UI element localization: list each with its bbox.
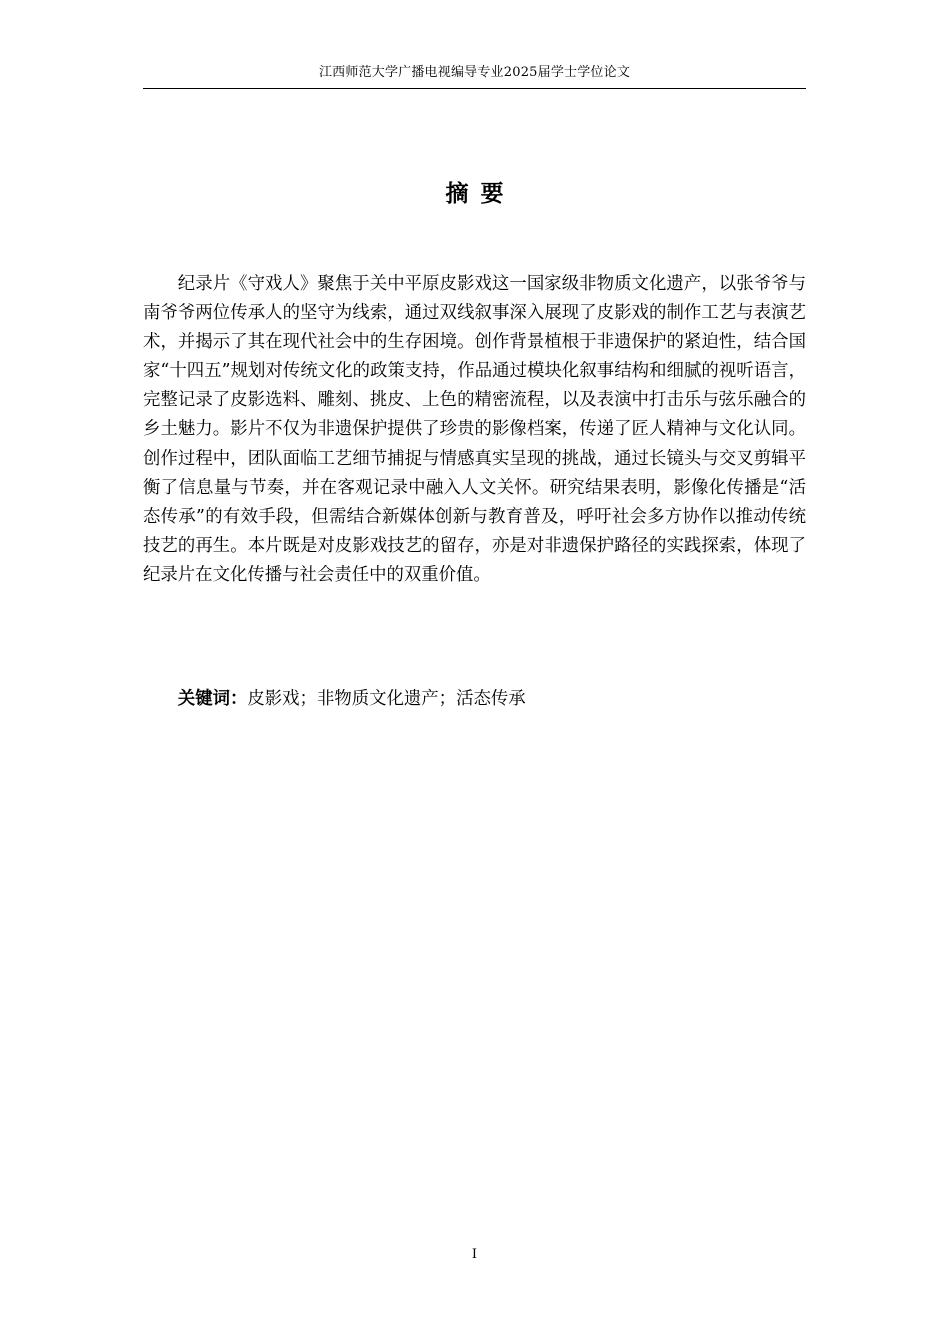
abstract-title: 摘要: [445, 181, 516, 207]
keywords-line: [143, 685, 806, 714]
keywords-value: 皮影戏；非物质文化遗产；活态传承: [247, 689, 526, 709]
running-header: 江西师范大学广播电视编导专业2025届学士学位论文: [143, 64, 806, 89]
page-number: I: [471, 1247, 478, 1262]
keywords-label: 关键词：: [177, 689, 248, 709]
abstract-body: 纪录片《守戏人》聚焦于关中平原皮影戏这一国家级非物质文化遗产，以张爷爷与南爷爷两位传承人的坚守为线索，通过双线叙事深入展现了皮影戏的制作工艺与表演艺术，并揭示了其在现代社会中的生存困境。创作背景植根于非遗保护的紧迫性，结合国家“十四五”规划对传统文化的政策支持，作品通过模块化叙事结构和细腻的视听语言，完整记录了皮影选料、雕刻、挑皮、上色的精密流程，以及表演中打击乐与弦乐融合的乡土魅力。影片不仅为非遗保护提供了珍贵的影像档案，传递了匠人精神与文化认同。创作过程中，团队面临工艺细节捕捉与情感真实呈现的挑战，通过长镜头与交叉剪辑平衡了信息量与节奏，并在客观记录中融入人文关怀。研究结果表明，影像化传播是“活态传承”的有效手段，但需结合新媒体创新与教育普及，呼吁社会多方协作以推动传统技艺的再生。本片既是对皮影戏技艺的留存，亦是对非遗保护路径的实践探索，体现了纪录片在文化传播与社会责任中的双重价值。: [143, 274, 806, 585]
